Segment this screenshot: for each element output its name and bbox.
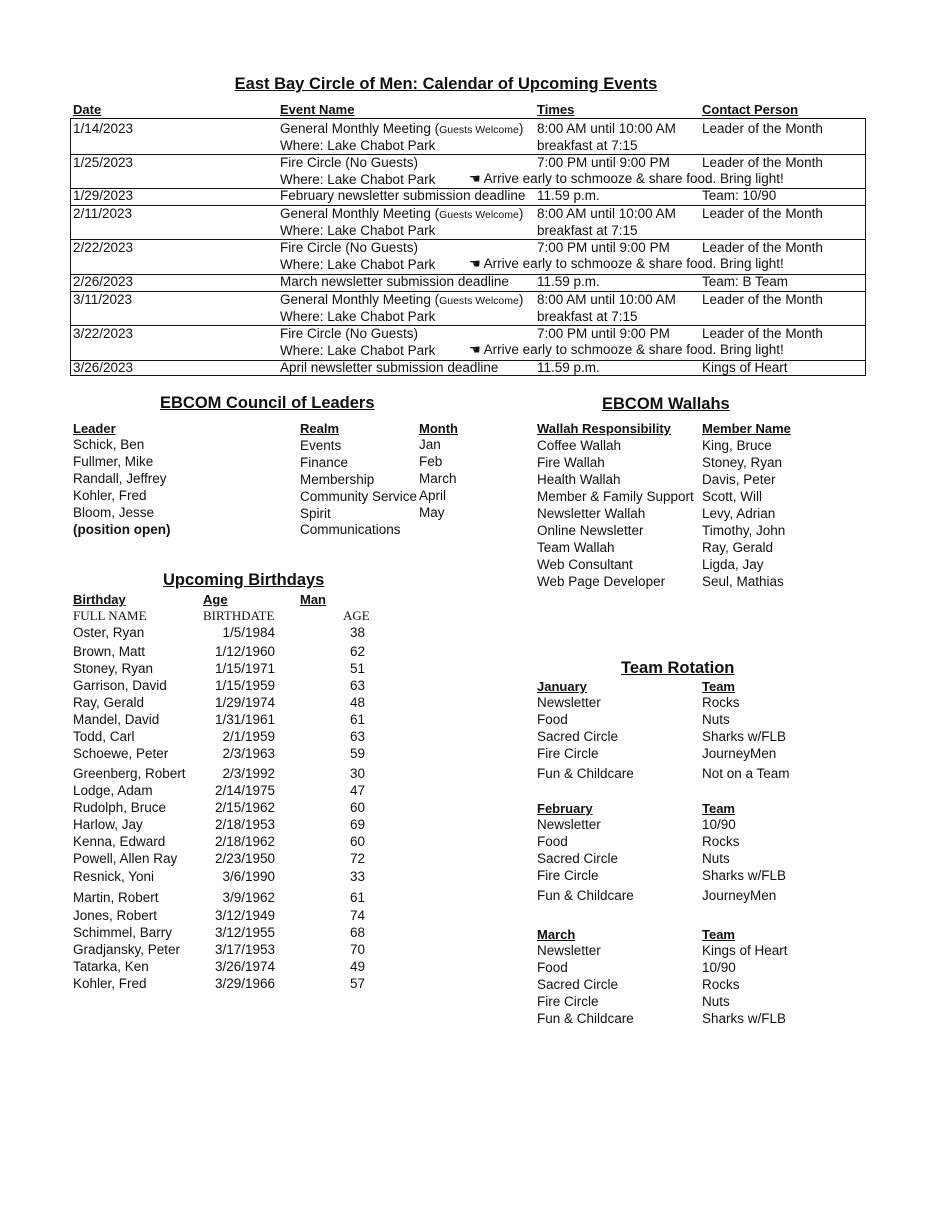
birthday-name: Ray, Gerald: [73, 695, 145, 710]
birthday-name: Kohler, Fred: [73, 976, 147, 991]
birthday-name: Stoney, Ryan: [73, 661, 154, 676]
table-row: [71, 274, 865, 292]
rotation-team: Nuts: [702, 994, 730, 1009]
birthday-age: 47: [349, 783, 365, 798]
event-location: Where: Lake Chabot Park: [280, 257, 436, 272]
table-row: [71, 325, 865, 361]
pointing-hand-icon: ☚: [469, 256, 481, 271]
rotation-team-header: Team: [702, 801, 735, 816]
event-times: 11.59 p.m.: [537, 274, 600, 289]
event-contact: Kings of Heart: [702, 360, 788, 375]
birthday-date: 3/12/1949: [214, 908, 275, 923]
birthday-age: 63: [349, 678, 365, 693]
arrive-note: ☚ Arrive early to schmooze & share food. Bring light!: [469, 256, 784, 271]
col-header-event: Event Name: [280, 102, 355, 117]
rotation-duty: Newsletter: [537, 695, 601, 710]
event-location: Where: Lake Chabot Park: [280, 138, 436, 153]
birthday-name: Harlow, Jay: [73, 817, 143, 832]
event-contact: Leader of the Month: [702, 206, 823, 221]
rotation-team: Not on a Team: [702, 766, 790, 781]
rotation-duty: Food: [537, 960, 568, 975]
rotation-team: 10/90: [702, 960, 736, 975]
birthday-age: 60: [349, 834, 365, 849]
birthday-age: 72: [349, 851, 365, 866]
birthdays-header-birthday: Birthday: [73, 592, 126, 607]
birthday-name: Schimmel, Barry: [73, 925, 173, 940]
birthday-name: Gradjansky, Peter: [73, 942, 181, 957]
event-times: 8:00 AM until 10:00 AM: [537, 292, 676, 307]
birthday-name: Rudolph, Bruce: [73, 800, 167, 815]
birthday-name: Kenna, Edward: [73, 834, 166, 849]
rotation-duty: Food: [537, 712, 568, 727]
birthday-date: 3/26/1974: [214, 959, 275, 974]
wallahs-title: EBCOM Wallahs: [602, 395, 730, 413]
birthday-age: 61: [349, 890, 365, 905]
birthday-age: 33: [349, 869, 365, 884]
rotation-team: Rocks: [702, 834, 740, 849]
council-header-leader: Leader: [73, 421, 116, 436]
council-header-realm: Realm: [300, 421, 340, 436]
birthday-age: 49: [349, 959, 365, 974]
rotation-team: 10/90: [702, 817, 736, 832]
birthday-date: 1/12/1960: [214, 644, 275, 659]
col-header-contact: Contact Person: [702, 102, 799, 117]
event-contact: Leader of the Month: [702, 292, 823, 307]
table-row: [71, 239, 865, 275]
guests-note: Guests Welcome: [439, 209, 519, 221]
birthday-date: 3/29/1966: [214, 976, 275, 991]
rotation-team-header: Team: [702, 927, 735, 942]
birthday-date: 1/5/1984: [222, 625, 275, 640]
rotation-team: Kings of Heart: [702, 943, 788, 958]
birthday-age: 48: [349, 695, 365, 710]
rotation-team: Sharks w/FLB: [702, 729, 787, 744]
event-date: 1/14/2023: [73, 121, 134, 136]
birthday-date: 2/23/1950: [214, 851, 275, 866]
birthday-date: 3/6/1990: [222, 869, 275, 884]
rotation-team: Nuts: [702, 851, 730, 866]
birthdays-subheader-date: BIRTHDATE: [203, 608, 275, 623]
rotation-month-header: March: [537, 927, 576, 942]
birthday-date: 1/15/1959: [214, 678, 275, 693]
event-name: March newsletter submission deadline: [280, 274, 509, 289]
arrive-note: ☚ Arrive early to schmooze & share food. Bring light!: [469, 342, 784, 357]
birthday-age: 70: [349, 942, 365, 957]
rotation-duty: Sacred Circle: [537, 851, 619, 866]
rotation-team: Rocks: [702, 977, 740, 992]
event-date: 2/11/2023: [73, 206, 133, 221]
birthday-date: 1/31/1961: [214, 712, 275, 727]
arrive-note: ☚ Arrive early to schmooze & share food. Bring light!: [469, 171, 784, 186]
guests-note: Guests Welcome: [439, 124, 519, 136]
rotation-duty: Fire Circle: [537, 994, 599, 1009]
birthday-age: 59: [349, 746, 365, 761]
table-row: [71, 154, 865, 189]
rotation-team: Rocks: [702, 695, 740, 710]
guests-note: Guests Welcome: [439, 295, 519, 307]
rotation-duty: Fun & Childcare: [537, 888, 634, 903]
birthday-date: 3/17/1953: [214, 942, 275, 957]
birthday-date: 1/15/1971: [214, 661, 275, 676]
rotation-team: Nuts: [702, 712, 730, 727]
birthday-name: Resnick, Yoni: [73, 869, 155, 884]
birthdays-header-age: Age: [203, 592, 228, 607]
event-contact: Leader of the Month: [702, 326, 823, 341]
birthday-name: Schoewe, Peter: [73, 746, 169, 761]
event-name: Fire Circle (No Guests): [280, 240, 419, 255]
rotation-team: JourneyMen: [702, 888, 777, 903]
council-title: EBCOM Council of Leaders: [160, 394, 375, 412]
event-times: 8:00 AM until 10:00 AM: [537, 121, 676, 136]
birthday-date: 2/18/1953: [214, 817, 275, 832]
pointing-hand-icon: ☚: [469, 171, 481, 186]
table-row: [71, 119, 865, 155]
event-times: 7:00 PM until 9:00 PM: [537, 326, 670, 341]
event-times: 8:00 AM until 10:00 AM: [537, 206, 676, 221]
event-location: Where: Lake Chabot Park: [280, 172, 436, 187]
birthday-date: 2/14/1975: [214, 783, 275, 798]
event-name: Fire Circle (No Guests): [280, 155, 419, 170]
col-header-times: Times: [537, 102, 575, 117]
birthday-name: Oster, Ryan: [73, 625, 145, 640]
event-date: 3/11/2023: [73, 292, 133, 307]
birthday-age: 60: [349, 800, 365, 815]
birthday-name: Jones, Robert: [73, 908, 158, 923]
table-row: [71, 360, 865, 376]
calendar-title: East Bay Circle of Men: Calendar of Upcoming Events: [234, 75, 658, 93]
event-times: 7:00 PM until 9:00 PM: [537, 155, 670, 170]
event-location: Where: Lake Chabot Park: [280, 309, 436, 324]
rotation-team: Sharks w/FLB: [702, 868, 787, 883]
pointing-hand-icon: ☚: [469, 342, 481, 357]
birthday-date: 2/1/1959: [222, 729, 275, 744]
rotation-month-header: January: [537, 679, 587, 694]
birthday-age: 74: [349, 908, 365, 923]
wallahs-header-responsibility: Wallah Responsibility: [537, 421, 671, 436]
rotation-team: Sharks w/FLB: [702, 1011, 787, 1026]
event-name: General Monthly Meeting (Guests Welcome): [280, 292, 524, 307]
event-date: 3/26/2023: [73, 360, 134, 375]
birthday-age: 63: [349, 729, 365, 744]
birthday-name: Todd, Carl: [73, 729, 135, 744]
event-contact: Leader of the Month: [702, 121, 823, 136]
event-times: 11.59 p.m.: [537, 360, 600, 375]
rotation-duty: Newsletter: [537, 817, 601, 832]
council-header-month: Month: [419, 421, 458, 436]
birthday-date: 3/12/1955: [214, 925, 275, 940]
birthday-age: 61: [349, 712, 365, 727]
event-contact: Team: 10/90: [702, 188, 777, 203]
rotation-duty: Fun & Childcare: [537, 766, 634, 781]
event-times: 11.59 p.m.: [537, 188, 600, 203]
birthdays-subheader-name: FULL NAME: [73, 608, 147, 623]
events-table: [70, 118, 866, 376]
event-breakfast: breakfast at 7:15: [537, 309, 638, 324]
event-times: 7:00 PM until 9:00 PM: [537, 240, 670, 255]
birthday-date: 2/18/1962: [214, 834, 275, 849]
rotation-duty: Newsletter: [537, 943, 601, 958]
table-row: [71, 291, 865, 326]
event-date: 2/26/2023: [73, 274, 134, 289]
birthday-name: Greenberg, Robert: [73, 766, 186, 781]
birthday-date: 2/3/1963: [222, 746, 275, 761]
rotation-duty: Food: [537, 834, 568, 849]
birthday-age: 51: [349, 661, 365, 676]
rotation-duty: Fire Circle: [537, 746, 599, 761]
birthday-name: Tatarka, Ken: [73, 959, 149, 974]
rotation-duty: Sacred Circle: [537, 977, 619, 992]
event-name: February newsletter submission deadline: [280, 188, 526, 203]
table-row: [71, 205, 865, 240]
rotation-title: Team Rotation: [621, 659, 735, 677]
event-breakfast: breakfast at 7:15: [537, 223, 638, 238]
event-name: General Monthly Meeting (Guests Welcome): [280, 121, 524, 136]
event-location: Where: Lake Chabot Park: [280, 223, 436, 238]
birthday-date: 1/29/1974: [214, 695, 275, 710]
event-contact: Team: B Team: [702, 274, 789, 289]
rotation-team: JourneyMen: [702, 746, 777, 761]
event-date: 1/25/2023: [73, 155, 134, 170]
rotation-duty: Fun & Childcare: [537, 1011, 634, 1026]
col-header-date: Date: [73, 102, 102, 117]
event-date: 2/22/2023: [73, 240, 134, 255]
birthday-name: Martin, Robert: [73, 890, 159, 905]
event-name: General Monthly Meeting (Guests Welcome): [280, 206, 524, 221]
birthday-date: 3/9/1962: [222, 890, 275, 905]
birthdays-subheader-age: AGE: [343, 608, 370, 623]
birthday-name: Brown, Matt: [73, 644, 146, 659]
birthdays-title: Upcoming Birthdays: [163, 571, 325, 589]
event-breakfast: breakfast at 7:15: [537, 138, 638, 153]
birthday-name: Powell, Allen Ray: [73, 851, 178, 866]
event-name: Fire Circle (No Guests): [280, 326, 419, 341]
event-contact: Leader of the Month: [702, 155, 823, 170]
birthday-name: Mandel, David: [73, 712, 160, 727]
birthday-name: Lodge, Adam: [73, 783, 153, 798]
birthday-age: 57: [349, 976, 365, 991]
event-date: 3/22/2023: [73, 326, 134, 341]
rotation-duty: Sacred Circle: [537, 729, 619, 744]
event-location: Where: Lake Chabot Park: [280, 343, 436, 358]
wallahs-header-member: Member Name: [702, 421, 791, 436]
birthday-age: 30: [349, 766, 365, 781]
birthday-age: 62: [349, 644, 365, 659]
event-contact: Leader of the Month: [702, 240, 823, 255]
birthdays-header-man: Man: [300, 592, 326, 607]
birthday-name: Garrison, David: [73, 678, 167, 693]
birthday-age: 69: [349, 817, 365, 832]
rotation-duty: Fire Circle: [537, 868, 599, 883]
birthday-age: 38: [349, 625, 365, 640]
event-date: 1/29/2023: [73, 188, 134, 203]
birthday-age: 68: [349, 925, 365, 940]
rotation-team-header: Team: [702, 679, 735, 694]
rotation-month-header: February: [537, 801, 593, 816]
birthday-date: 2/3/1992: [222, 766, 275, 781]
birthday-date: 2/15/1962: [214, 800, 275, 815]
event-name: April newsletter submission deadline: [280, 360, 499, 375]
table-row: [71, 188, 865, 206]
